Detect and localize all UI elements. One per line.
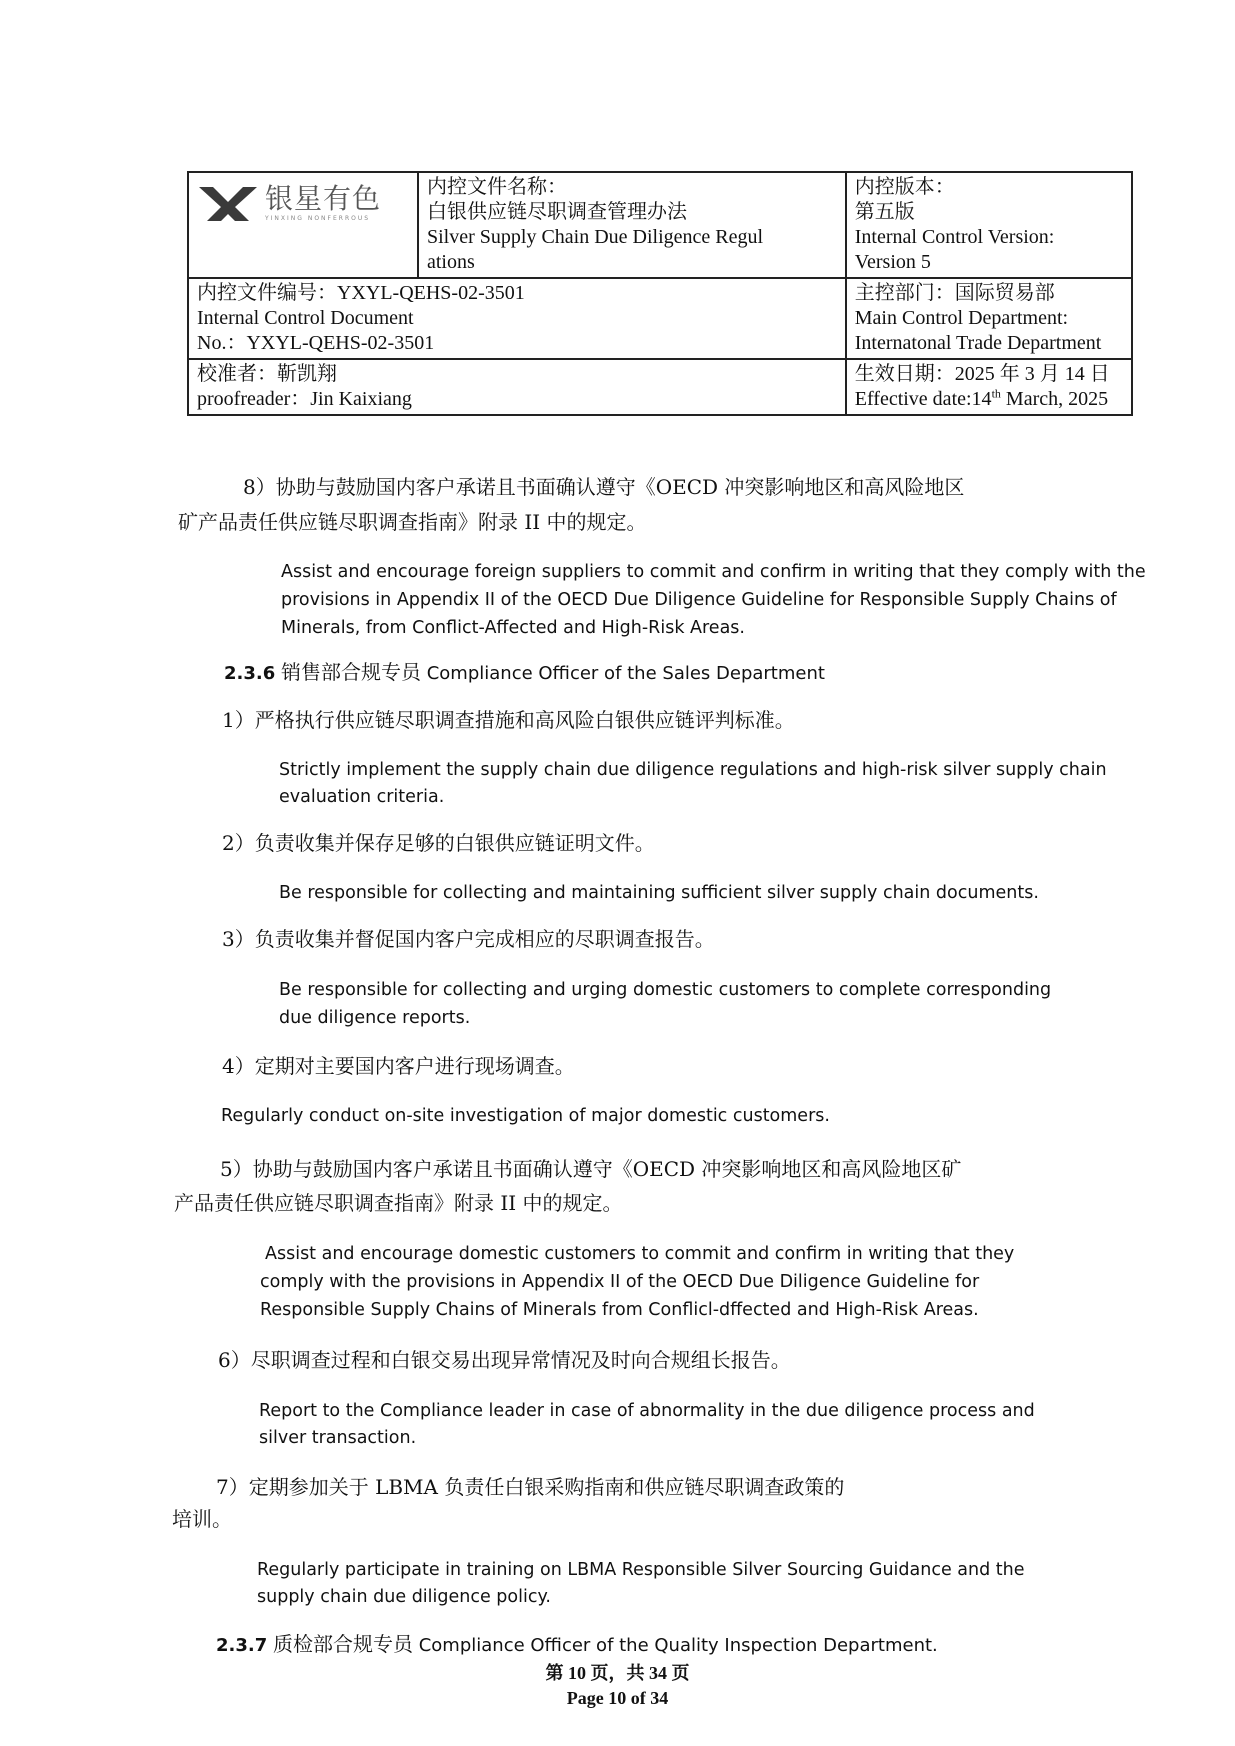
company-logo <box>197 183 409 223</box>
effective-date-cn: 生效日期：2025 年 3 月 14 日 <box>854 363 1110 385</box>
department-cn: 主控部门：国际贸易部 <box>854 282 1055 304</box>
doc-name-en-1: Silver Supply Chain Due Diligence Regul <box>427 226 764 248</box>
effective-date-en: Effective date:14th March, 2025 <box>854 386 1109 410</box>
item-1-cn: 1）严格执行供应链尽职调查措施和高风险白银供应链评判标准。 <box>222 708 795 732</box>
item-5-en-line-2: comply with the provisions in Appendix II of the OECD Due Diligence Guideline for <box>260 1272 980 1292</box>
item-7-en-line-1: Regularly participate in training on LBMA Responsible Silver Sourcing Guidance and the <box>257 1560 1025 1580</box>
version-cell <box>846 172 1132 278</box>
item-8-en-line-1: Assist and encourage foreign suppliers to commit and confirm in writing that they comply with the <box>281 562 1146 582</box>
proofreader-en: proofreader：Jin Kaixiang <box>197 388 412 410</box>
department-en-1: Main Control Department: <box>854 307 1069 329</box>
footer-page-cn: 第 10 页，共 34 页 <box>545 1663 690 1683</box>
effective-date-cell <box>846 359 1132 415</box>
item-4-en: Regularly conduct on-site investigation of major domestic customers. <box>221 1106 830 1126</box>
logo-company-en: YINXING NONFERROUS <box>265 215 371 222</box>
doc-name-cn: 白银供应链尽职调查管理办法 <box>427 201 687 223</box>
item-2-cn: 2）负责收集并保存足够的白银供应链证明文件。 <box>222 831 655 855</box>
item-3-en-line-2: due diligence reports. <box>279 1008 471 1028</box>
section-2-3-6-heading: 2.3.6 销售部合规专员 Compliance Officer of the Sales Department <box>224 660 825 684</box>
item-7-cn-line-1: 7）定期参加关于 LBMA 负责任白银采购指南和供应链尽职调查政策的 <box>216 1475 845 1499</box>
header-table <box>187 171 1133 416</box>
item-8-en-line-3: Minerals, from Conflict-Affected and High-Risk Areas. <box>281 618 745 638</box>
item-6-en-line-2: silver transaction. <box>259 1428 417 1448</box>
doc-number-en-2: No.：YXYL-QEHS-02-3501 <box>197 332 435 354</box>
version-cn: 第五版 <box>854 201 915 223</box>
item-5-cn-line-2: 产品责任供应链尽职调查指南》附录 II 中的规定。 <box>174 1191 623 1215</box>
doc-name-en-2: ations <box>427 251 475 273</box>
item-7-cn-line-2: 培训。 <box>172 1507 232 1531</box>
item-6-en-line-1: Report to the Compliance leader in case of abnormality in the due diligence process and <box>259 1401 1035 1421</box>
logo-cell <box>188 172 418 278</box>
item-4-cn: 4）定期对主要国内客户进行现场调查。 <box>222 1054 575 1078</box>
item-5-en-line-1: Assist and encourage domestic customers to commit and confirm in writing that they <box>265 1244 1015 1264</box>
doc-number-en-1: Internal Control Document <box>197 307 414 329</box>
item-6-cn: 6）尽职调查过程和白银交易出现异常情况及时向合规组长报告。 <box>218 1348 791 1372</box>
item-7-en-line-2: supply chain due diligence policy. <box>257 1587 551 1607</box>
item-1-en-line-1: Strictly implement the supply chain due diligence regulations and high-risk silver supply chain <box>279 760 1107 780</box>
version-en-label: Internal Control Version: <box>854 226 1055 248</box>
proofreader-cell <box>188 359 846 415</box>
doc-number-cn: 内控文件编号：YXYL-QEHS-02-3501 <box>197 282 525 304</box>
item-8-en-line-2: provisions in Appendix II of the OECD Due Diligence Guideline for Responsible Supply Chains of <box>281 590 1117 610</box>
footer-page-en: Page 10 of 34 <box>566 1688 669 1708</box>
item-5-cn-line-1: 5）协助与鼓励国内客户承诺且书面确认遵守《OECD 冲突影响地区和高风险地区矿 <box>220 1157 962 1181</box>
department-cell <box>846 278 1132 359</box>
logo-company-cn: 银星有色 <box>265 182 382 215</box>
logo-mark-icon <box>197 183 259 223</box>
doc-name-cell <box>418 172 846 278</box>
section-2-3-7-heading: 2.3.7 质检部合规专员 Compliance Officer of the Quality Inspection Department. <box>216 1632 938 1656</box>
item-2-en: Be responsible for collecting and maintaining sufficient silver supply chain documents. <box>279 883 1039 903</box>
version-label: 内控版本： <box>854 176 955 198</box>
item-5-en-line-3: Responsible Supply Chains of Minerals from Conflicl-dffected and High-Risk Areas. <box>260 1300 979 1320</box>
version-en: Version 5 <box>854 251 931 273</box>
item-1-en-line-2: evaluation criteria. <box>279 787 445 807</box>
doc-number-cell <box>188 278 846 359</box>
doc-name-label: 内控文件名称： <box>427 176 567 198</box>
item-8-cn-line-2: 矿产品责任供应链尽职调查指南》附录 II 中的规定。 <box>178 510 647 534</box>
item-8-cn-line-1: 8）协助与鼓励国内客户承诺且书面确认遵守《OECD 冲突影响地区和高风险地区 <box>243 475 965 499</box>
item-3-en-line-1: Be responsible for collecting and urging domestic customers to complete corresponding <box>279 980 1052 1000</box>
proofreader-cn: 校准者：靳凯翔 <box>197 363 337 385</box>
item-3-cn: 3）负责收集并督促国内客户完成相应的尽职调查报告。 <box>222 927 715 951</box>
department-en-2: Internatonal Trade Department <box>854 332 1102 354</box>
